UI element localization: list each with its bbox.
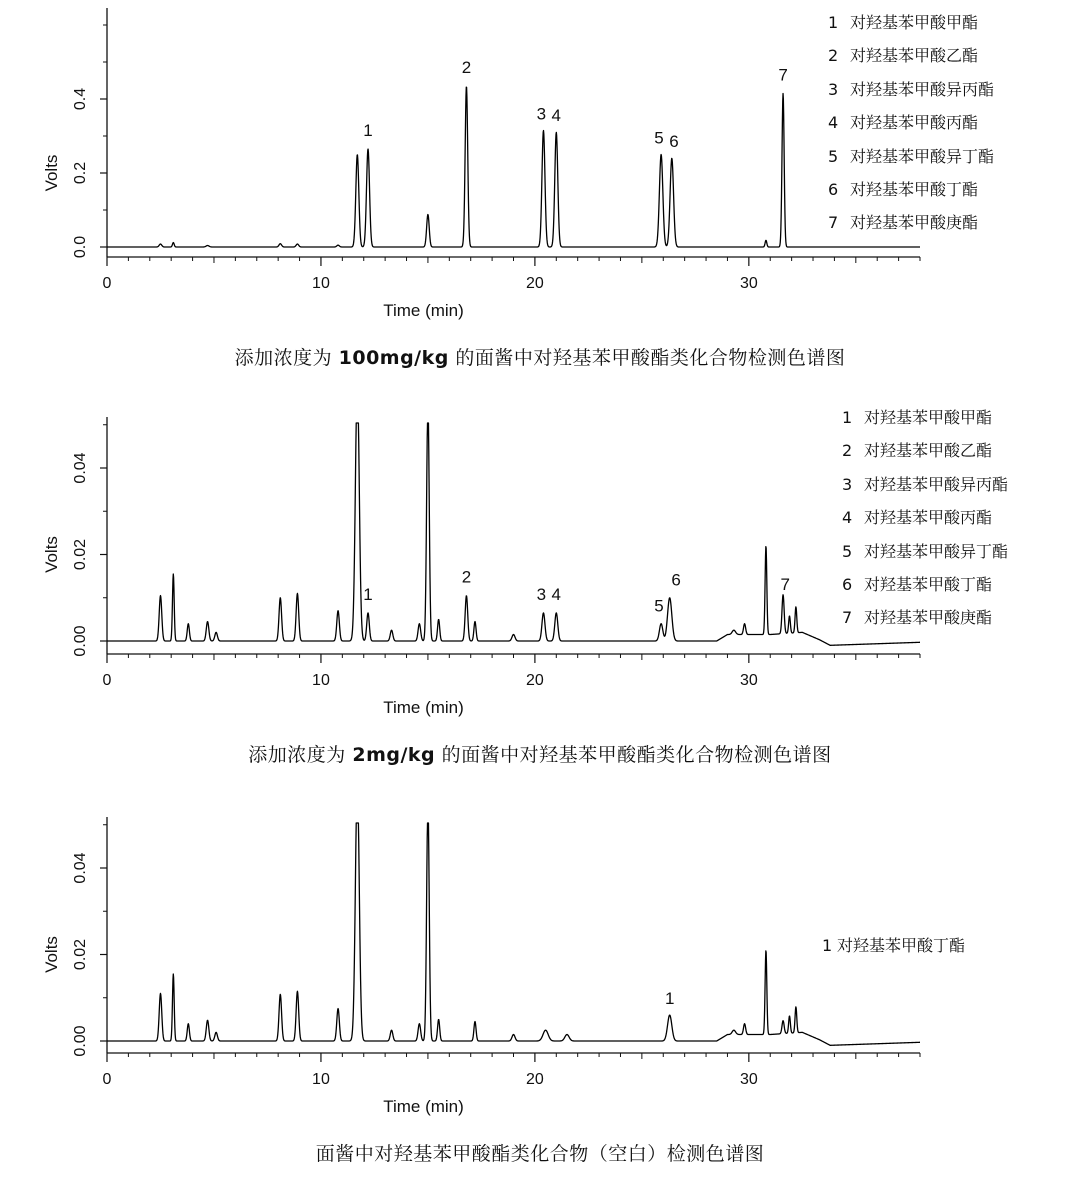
peak-label: 2 xyxy=(461,567,472,587)
caption-blank xyxy=(0,1139,1080,1166)
chromatogram-trace xyxy=(107,823,920,1045)
y-tick-label: 0.04 xyxy=(72,852,89,884)
caption-pre: 添加浓度为 xyxy=(248,744,353,766)
legend-label: 对羟基苯甲酸甲酯 xyxy=(850,13,979,32)
y-tick-label: 0.02 xyxy=(72,938,89,971)
legend-number: 5 xyxy=(842,541,853,561)
y-axis-title: Volts xyxy=(42,936,61,973)
legend-number: 4 xyxy=(842,508,853,528)
caption-100mg xyxy=(0,343,1080,370)
legend-label: 对羟基苯甲酸甲酯 xyxy=(864,408,993,427)
peak-label: 4 xyxy=(551,584,562,604)
legend-number: 2 xyxy=(842,441,853,461)
x-tick-label: 0 xyxy=(102,672,112,689)
legend-label: 对羟基苯甲酸乙酯 xyxy=(864,441,993,461)
x-tick-label: 10 xyxy=(312,1071,330,1088)
legend-number: 7 xyxy=(842,608,853,628)
peak-label: 6 xyxy=(671,570,681,590)
legend-label: 对羟基苯甲酸乙酯 xyxy=(850,46,979,66)
legend-item xyxy=(828,106,994,139)
chromatogram-trace xyxy=(107,423,920,645)
legend-item xyxy=(842,401,1008,434)
legend-number: 6 xyxy=(842,575,853,595)
legend-label: 对羟基苯甲酸丁酯 xyxy=(864,575,993,595)
peak-label: 3 xyxy=(536,104,547,124)
legend-item xyxy=(842,501,1008,534)
caption-pre: 添加浓度为 xyxy=(234,347,339,369)
legend-item xyxy=(842,434,1008,467)
legend-label: 对羟基苯甲酸丁酯 xyxy=(850,180,979,200)
legend-label: 对羟基苯甲酸庚酯 xyxy=(850,213,979,233)
caption-bold: 2mg/kg xyxy=(352,744,436,766)
y-tick-label: 0.0 xyxy=(72,235,89,259)
peak-label: 1 xyxy=(664,989,675,1009)
y-tick-label: 0.00 xyxy=(72,1025,89,1057)
legend-2mg xyxy=(842,401,1008,635)
legend-label: 对羟基苯甲酸丙酯 xyxy=(864,508,993,528)
x-axis-title: Time (min) xyxy=(383,1097,464,1116)
legend-item xyxy=(828,39,994,72)
legend-item xyxy=(842,535,1008,568)
x-tick-label: 30 xyxy=(739,1071,758,1088)
legend-number: 1 xyxy=(822,936,833,955)
caption-post: 的面酱中对羟基苯甲酸酯类化合物检测色谱图 xyxy=(448,347,846,369)
y-tick-label: 0.02 xyxy=(72,538,89,571)
legend-label: 对羟基苯甲酸异丙酯 xyxy=(850,79,995,99)
y-tick-label: 0.4 xyxy=(72,87,89,111)
chromatogram-trace xyxy=(107,87,920,247)
peak-label: 2 xyxy=(461,58,472,78)
legend-item xyxy=(828,173,994,206)
legend-number: 1 xyxy=(842,408,853,427)
peak-label: 1 xyxy=(363,121,373,140)
peak-label: 7 xyxy=(778,65,788,85)
legend-item xyxy=(822,929,965,962)
legend-item xyxy=(828,73,994,106)
legend-number: 5 xyxy=(828,146,839,166)
caption-post: 的面酱中对羟基苯甲酸酯类化合物检测色谱图 xyxy=(435,744,832,766)
x-tick-label: 10 xyxy=(312,672,330,689)
y-tick-label: 0.00 xyxy=(72,625,89,657)
x-tick-label: 20 xyxy=(525,275,544,292)
legend-label: 对羟基苯甲酸丙酯 xyxy=(850,113,979,133)
legend-item xyxy=(828,6,994,39)
caption-pre: 面酱中对羟基苯甲酸酯类化合物（空白）检测色谱图 xyxy=(315,1143,765,1165)
x-tick-label: 30 xyxy=(739,275,758,292)
legend-label: 对羟基苯甲酸丁酯 xyxy=(837,936,966,955)
legend-label: 对羟基苯甲酸异丁酯 xyxy=(850,146,995,166)
x-tick-label: 20 xyxy=(525,672,544,689)
chromatogram-panel-100mg xyxy=(0,0,1080,395)
legend-number: 7 xyxy=(828,213,839,233)
legend-number: 2 xyxy=(828,46,839,66)
legend-number: 4 xyxy=(828,113,839,133)
caption-2mg xyxy=(0,740,1080,767)
peak-label: 6 xyxy=(669,132,679,152)
y-axis-title: Volts xyxy=(42,154,61,192)
peak-label: 3 xyxy=(536,584,547,604)
legend-number: 3 xyxy=(828,79,839,99)
legend-100mg xyxy=(828,6,994,240)
legend-item xyxy=(828,206,994,239)
x-axis-title: Time (min) xyxy=(383,301,464,320)
peak-label: 1 xyxy=(363,584,373,604)
legend-label: 对羟基苯甲酸庚酯 xyxy=(864,608,993,628)
caption-bold: 100mg/kg xyxy=(338,347,449,369)
peak-label: 7 xyxy=(780,574,790,594)
y-tick-label: 0.2 xyxy=(72,161,89,185)
legend-item xyxy=(842,601,1008,634)
legend-item xyxy=(842,568,1008,601)
peak-label: 5 xyxy=(654,128,664,148)
x-tick-label: 20 xyxy=(525,1071,544,1088)
legend-number: 3 xyxy=(842,474,853,494)
chromatogram-panel-2mg xyxy=(0,395,1080,795)
legend-label: 对羟基苯甲酸异丁酯 xyxy=(864,541,1009,561)
legend-item xyxy=(842,468,1008,501)
x-tick-label: 10 xyxy=(312,275,330,292)
peak-label: 4 xyxy=(551,106,562,126)
x-tick-label: 30 xyxy=(739,672,758,689)
x-axis-title: Time (min) xyxy=(383,698,464,717)
x-tick-label: 0 xyxy=(102,1071,112,1088)
chromatogram-panel-blank xyxy=(0,795,1080,1186)
x-tick-label: 0 xyxy=(102,275,112,292)
legend-number: 1 xyxy=(828,13,839,32)
y-tick-label: 0.04 xyxy=(72,452,89,484)
legend-item xyxy=(828,140,994,173)
legend-label: 对羟基苯甲酸异丙酯 xyxy=(864,474,1009,494)
y-axis-title: Volts xyxy=(42,536,61,573)
legend-blank xyxy=(822,929,965,962)
legend-number: 6 xyxy=(828,180,839,200)
peak-label: 5 xyxy=(654,596,664,616)
